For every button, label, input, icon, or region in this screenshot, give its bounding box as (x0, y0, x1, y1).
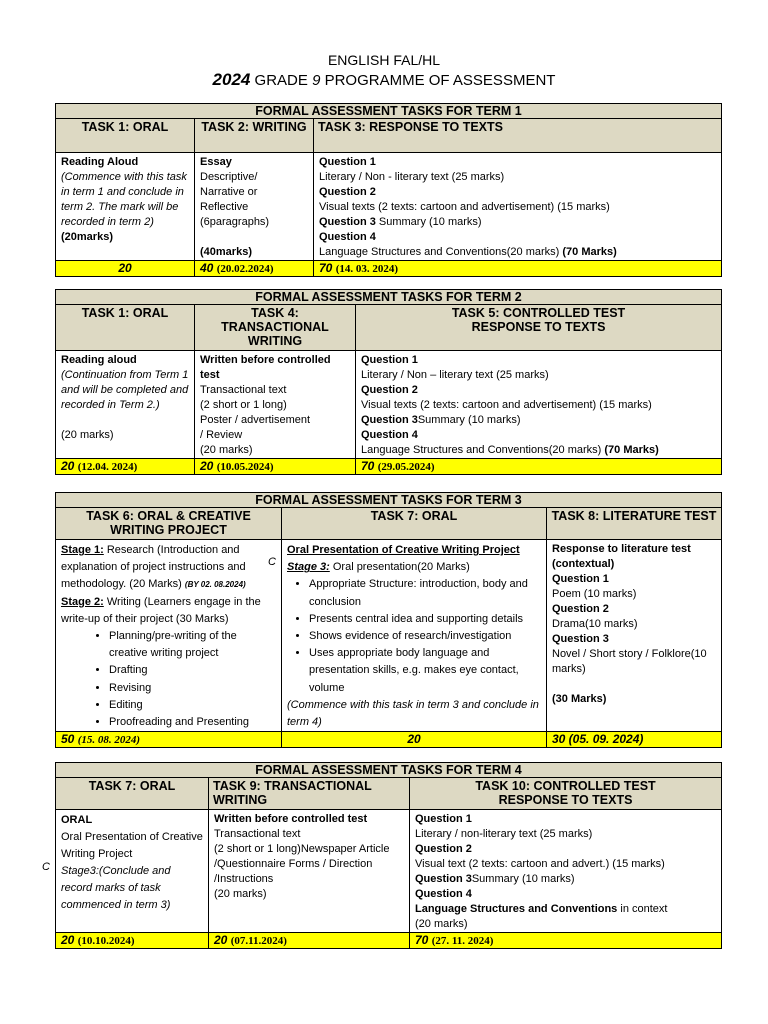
term3-task6-desc: Stage 1: Research (Introduction and explanation of project instructions and methodology. (20 Marks) (BY 02. 08.2024) Stage 2: Writing (Learners engage in the write-up of their project (30 Marks) • Planning/pre-writing of the creative writing project • Drafting • Revising • Editing • Proofreading and Presenting (56, 540, 282, 732)
list-item: • Planning/pre-writing of the creative writing project (109, 628, 276, 662)
term1-task1-header: TASK 1: ORAL (56, 119, 195, 153)
term3-task7-desc: Oral Presentation of Creative Writing Project Stage 3: Oral presentation(20 Marks) • Appropriate Structure: introduction, body and conclusion • Presents central idea and supporting details • Shows evidence of research/investigation • Uses appropriate body language and presentation skills, e.g. makes eye contact, volume (Commence with this task in term 3 and conclude in term 4) (282, 540, 547, 732)
term1-task3-header: TASK 3: RESPONSE TO TEXTS (314, 119, 722, 153)
term1-caption: FORMAL ASSESSMENT TASKS FOR TERM 1 (56, 104, 722, 119)
term2-task1-desc: Reading aloud (Continuation from Term 1 and will be completed and recorded in Term 2.) (20 marks) (56, 351, 195, 459)
term3-task8-desc: Response to literature test (contextual) Question 1 Poem (10 marks) Question 2 Drama(10 marks) Question 3 Novel / Short story / Folklore(10 marks) (30 Marks) (547, 540, 722, 732)
term1-task3-desc: Question 1 Literary / Non - literary text (25 marks) Question 2 Visual texts (2 texts: cartoon and advertisement) (15 marks) Question 3 Summary (10 marks) Question 4 Language Structures and Conventions(20 marks) (70 Marks) (314, 153, 722, 261)
term4-task9-desc: Written before controlled test Transactional text (2 short or 1 long)Newspaper Article /Questionnaire Forms / Direction /Instructions (20 marks) (209, 810, 410, 933)
term3-task6-header: TASK 6: ORAL & CREATIVE WRITING PROJECT (56, 508, 282, 540)
term4-task9-total: 20 (07.11.2024) (209, 933, 410, 949)
term3-table (55, 492, 722, 748)
term4-caption: FORMAL ASSESSMENT TASKS FOR TERM 4 (56, 763, 722, 778)
term1-task1-desc: Reading Aloud (Commence with this task in term 1 and conclude in term 2. The mark will be recorded in term 2) (20marks) (56, 153, 195, 261)
term3-task6-total: 50 (15. 08. 2024) (56, 732, 282, 748)
term4-task10-total: 70 (27. 11. 2024) (410, 933, 722, 949)
term4-task10-desc: Question 1 Literary / non-literary text (25 marks) Question 2 Visual text (2 texts: cartoon and advert.) (15 marks) Question 3Summary (10 marks) Question 4 Language Structures and Conventions in context (20 marks) (410, 810, 722, 933)
list-item: • Revising (109, 680, 276, 697)
doc-title-programme: 2024 GRADE 9 PROGRAMME OF ASSESSMENT (212, 70, 556, 89)
term3-task8-header: TASK 8: LITERATURE TEST (547, 508, 722, 540)
term2-task5-header: TASK 5: CONTROLLED TEST RESPONSE TO TEXTS (356, 305, 722, 351)
list-item: • Editing (109, 697, 276, 714)
term2-task1-total: 20 (12.04. 2024) (56, 459, 195, 475)
term4-table (55, 762, 722, 949)
stray-mark-c: C (42, 861, 50, 873)
term1-task3-total: 70 (14. 03. 2024) (314, 261, 722, 277)
term2-table (55, 289, 722, 475)
term4-task10-header: TASK 10: CONTROLLED TEST RESPONSE TO TEXTS (410, 778, 722, 810)
term4-task7-desc: ORAL Oral Presentation of Creative Writing Project Stage3:(Conclude and record marks of task commenced in term 3) (56, 810, 209, 933)
term3-task8-total: 30 (05. 09. 2024) (547, 732, 722, 748)
stray-mark-c: C (268, 556, 276, 568)
list-item: • Shows evidence of research/investigation (309, 628, 541, 645)
list-item: • Appropriate Structure: introduction, body and conclusion (309, 576, 541, 610)
term3-caption: FORMAL ASSESSMENT TASKS FOR TERM 3 (56, 493, 722, 508)
list-item: • Presents central idea and supporting details (309, 611, 541, 628)
list-item: • Proofreading and Presenting (109, 714, 276, 731)
term2-task4-total: 20 (10.05.2024) (195, 459, 356, 475)
list-item: • Drafting (109, 662, 276, 679)
term4-task9-header: TASK 9: TRANSACTIONAL WRITING (209, 778, 410, 810)
doc-year: 2024 (212, 70, 251, 89)
term4-task7-total: 20 (10.10.2024) (56, 933, 209, 949)
term3-task7-header: TASK 7: ORAL (282, 508, 547, 540)
term4-task7-header: TASK 7: ORAL (56, 778, 209, 810)
term1-table (55, 103, 722, 277)
term1-task2-desc: Essay Descriptive/ Narrative or Reflective (6paragraphs) (40marks) (195, 153, 314, 261)
doc-title-subject: ENGLISH FAL/HL (327, 52, 441, 68)
doc-grade: 9 (312, 72, 321, 89)
term2-task4-desc: Written before controlled test Transactional text (2 short or 1 long) Poster / advertisement / Review (20 marks) (195, 351, 356, 459)
term2-task5-total: 70 (29.05.2024) (356, 459, 722, 475)
term1-task2-header: TASK 2: WRITING (195, 119, 314, 153)
term2-caption: FORMAL ASSESSMENT TASKS FOR TERM 2 (56, 290, 722, 305)
term1-task1-total: 20 (56, 261, 195, 277)
term2-task4-header: TASK 4: TRANSACTIONAL WRITING (195, 305, 356, 351)
term1-task2-total: 40 (20.02.2024) (195, 261, 314, 277)
term2-task5-desc: Question 1 Literary / Non – literary text (25 marks) Question 2 Visual texts (2 texts: cartoon and advertisement) (15 marks) Question 3Summary (10 marks) Question 4 Language Structures and Conventions(20 marks) (70 Marks) (356, 351, 722, 459)
term2-task1-header: TASK 1: ORAL (56, 305, 195, 351)
term3-task7-total: 20 (282, 732, 547, 748)
list-item: • Uses appropriate body language and presentation skills, e.g. makes eye contact, volume (309, 645, 541, 697)
